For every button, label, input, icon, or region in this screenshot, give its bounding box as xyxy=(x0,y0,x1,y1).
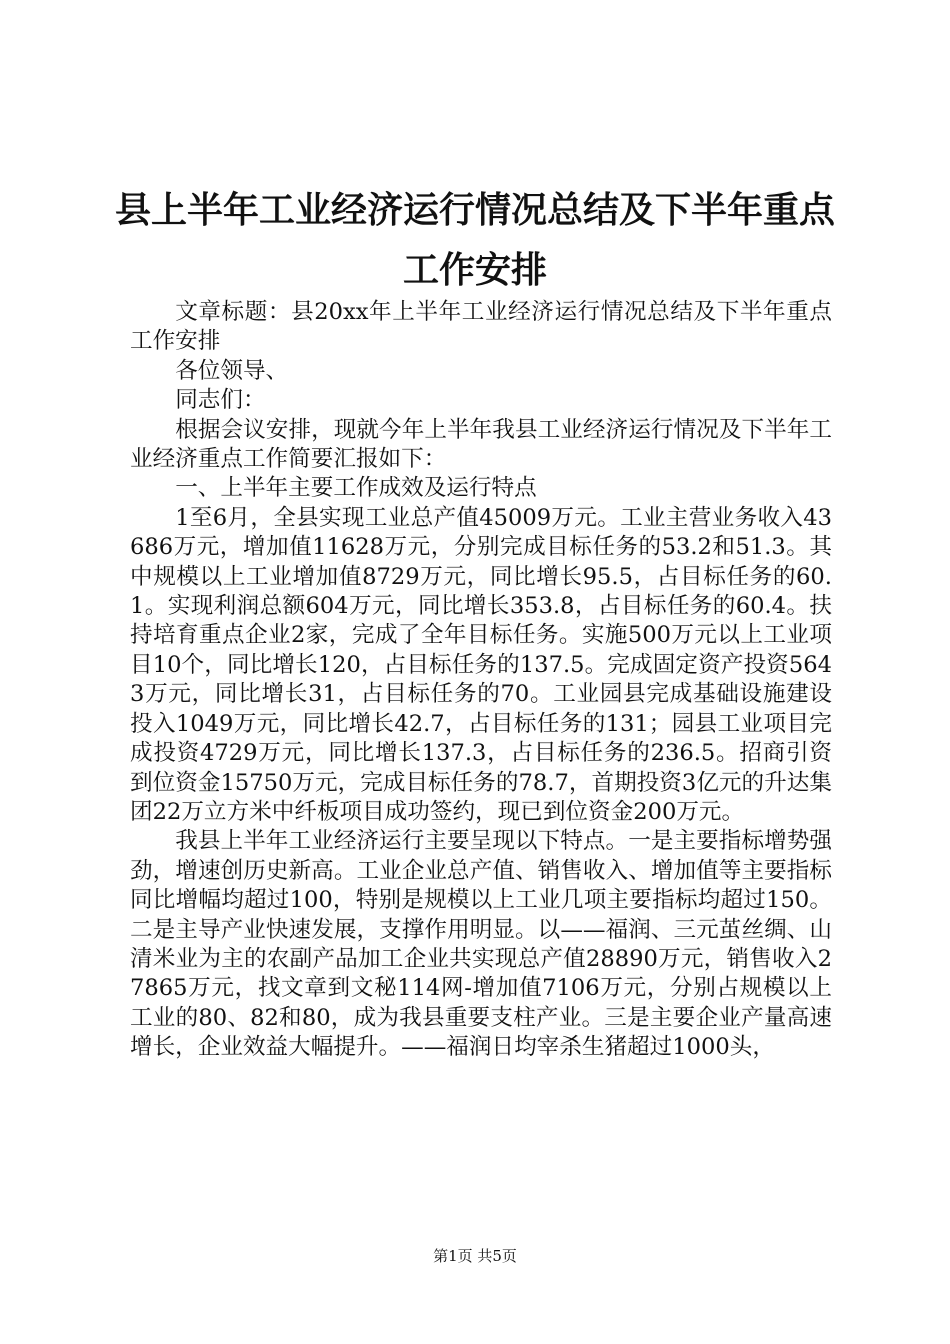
paragraph-characteristics: 我县上半年工业经济运行主要呈现以下特点。一是主要指标增势强劲，增速创历史新高。工业企业总产值、销售收入、增加值等主要指标同比增幅均超过100，特别是规模以上工业几项主要指标均超过150。二是主导产业快速发展，支撑作用明显。以——福润、三元茧丝绸、山清米业为主的农副产品加工企业共实现总产值28890万元，销售收入27865万元，找文章到文秘114网-增加值7106万元，分别占规模以上工业的80、82和80，成为我县重要支柱产业。三是主要企业产量高速增长，企业效益大幅提升。——福润日均宰杀生猪超过1000头， xyxy=(130,828,832,1061)
document-title-line-2: 工作安排 xyxy=(402,249,547,291)
paragraph-salutation-leaders: 各位领导、 xyxy=(175,357,289,384)
paragraph-salutation-comrades: 同志们： xyxy=(175,387,266,414)
document-title-line-1: 县上半年工业经济运行情况总结及下半年重点 xyxy=(114,189,835,231)
page-footer: 第1页 共5页 xyxy=(433,1247,517,1265)
paragraph-results: 1至6月，全县实现工业总产值45009万元。工业主营业务收入43686万元，增加值11628万元，分别完成目标任务的53.2和51.3。其中规模以上工业增加值8729万元，同比增长95.5，占目标任务的60.1。实现利润总额604万元，同比增长353.8，占目标任务的60.4。扶持培育重点企业2家，完成了全年目标任务。实施500万元以上工业项目10个，同比增长120，占目标任务的137.5。完成固定资产投资5643万元，同比增长31，占目标任务的70。工业园县完成基础设施建设投入1049万元，同比增长42.7，占目标任务的131；园县工业项目完成投资4729万元，同比增长137.3，占目标任务的236.5。招商引资到位资金15750万元，完成目标任务的78.7，首期投资3亿元的升达集团22万立方米中纤板项目成功签约，现已到位资金200万元。 xyxy=(130,504,832,825)
paragraph-intro: 根据会议安排，现就今年上半年我县工业经济运行情况及下半年工业经济重点工作简要汇报如下： xyxy=(130,416,832,473)
section-heading-1: 一、上半年主要工作成效及运行特点 xyxy=(175,475,537,502)
paragraph-article-title: 文章标题：县20xx年上半年工业经济运行情况总结及下半年重点工作安排 xyxy=(130,299,832,355)
document-body xyxy=(130,298,832,1063)
